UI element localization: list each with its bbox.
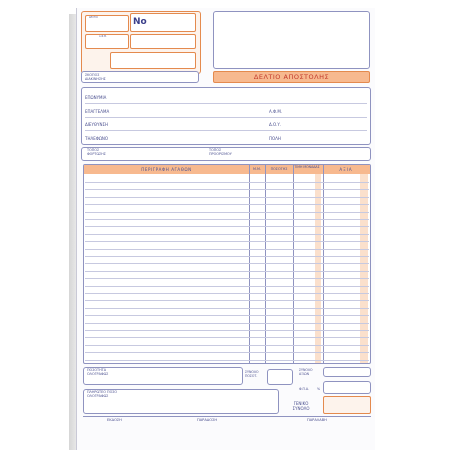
name-line <box>85 103 367 104</box>
tax-office-label: Δ.Ο.Υ. <box>269 122 282 127</box>
table-row <box>85 271 369 272</box>
issuer-vat-label: Α.Φ.Μ. <box>99 35 107 38</box>
signature-line <box>83 416 371 417</box>
table-row <box>85 256 369 257</box>
value-cents-strip <box>315 174 321 363</box>
total-qty-field[interactable] <box>267 369 293 385</box>
table-row <box>85 337 369 338</box>
loading-place-label: ΤΟΠΟΣ ΦΟΡΤΩΣΗΣ <box>87 148 106 156</box>
col-value-header: ΑΞΙΑ <box>339 167 353 172</box>
city-label: ΠΟΛΗ <box>269 136 281 141</box>
invoice-form-page <box>76 8 375 450</box>
total-value-field[interactable] <box>323 367 371 377</box>
table-row <box>85 286 369 287</box>
grand-total-field[interactable] <box>323 396 371 414</box>
total-qty-label: ΣΥΝΟΛΟ ΠΟΣΟΤ. <box>245 370 259 378</box>
table-row <box>85 330 369 331</box>
table-row <box>85 308 369 309</box>
value-cents-strip <box>360 174 368 363</box>
received-signature-label: ΠΑΡΑΛΑΒΗ <box>307 418 327 422</box>
table-row <box>85 182 369 183</box>
table-row <box>85 323 369 324</box>
phone-label: ΤΗΛΕΦΩΝΟ <box>85 136 109 141</box>
col-description-header: ΠΕΡΙΓΡΑΦΗ ΑΓΑΘΩΝ <box>141 167 192 172</box>
vat-percent-label: % <box>317 387 321 391</box>
doc-title: ΔΕΛΤΙΟ ΑΠΟΣΤΟΛΗΣ <box>253 73 330 81</box>
table-row <box>85 234 369 235</box>
amount-in-words-label: ΠΛΗΡΩΤΕΟ ΠΟΣΟ ΟΛΟΓΡΑΦΩΣ <box>87 390 118 398</box>
destination-label: ΤΟΠΟΣ ΠΡΟΟΡΙΣΜΟΥ <box>209 148 232 156</box>
delivered-signature-label: ΠΑΡΑΔΟΣΗ <box>197 418 218 422</box>
number-label: No <box>133 17 147 27</box>
vat-label: Α.Φ.Μ. <box>269 109 283 114</box>
col-qty-header: ΠΟΣΟΤΗΣ <box>270 167 288 171</box>
recipient-top-box <box>213 11 370 69</box>
issuer-info-field[interactable] <box>130 34 196 49</box>
table-row <box>85 300 369 301</box>
total-value-label: ΣΥΝΟΛΟ ΑΞΙΩΝ <box>299 368 313 376</box>
vat-amount-label: Φ.Π.Α. <box>299 387 310 391</box>
issuer-vat-field[interactable] <box>85 34 129 49</box>
table-row <box>85 345 369 346</box>
table-row <box>85 204 369 205</box>
table-row <box>85 278 369 279</box>
address-label: ΔΙΕΥΘΥΝΣΗ <box>85 122 109 127</box>
col-unit-header: Μ.Μ. <box>252 167 261 171</box>
col-unit-price-header: ΤΙΜΗ ΜΟΝΑΔΑΣ <box>294 165 320 169</box>
table-row <box>85 219 369 220</box>
table-row <box>85 197 369 198</box>
table-row <box>85 293 369 294</box>
issued-signature-label: ΕΚΔΟΣΗ <box>107 418 122 422</box>
purpose-label: ΣΚΟΠΟΣ ΔΙΑΚΙΝΗΣΗΣ <box>85 73 106 81</box>
date-label: ΔΕΛΤΙΟ <box>89 16 98 19</box>
table-row <box>85 212 369 213</box>
vat-amount-field[interactable] <box>323 381 371 394</box>
grand-total-label: ΓΕΝΙΚΟ ΣΥΝΟΛΟ <box>292 401 310 411</box>
table-row <box>85 263 369 264</box>
table-row <box>85 226 369 227</box>
customer-details-box <box>81 87 371 145</box>
issuer-extra-field[interactable] <box>110 52 196 69</box>
name-label: ΕΠΩΝΥΜΙΑ <box>85 95 107 100</box>
table-row <box>85 249 369 250</box>
qty-in-words-label: ΠΟΣΟΤΗΤΑ ΟΛΟΓΡΑΦΩΣ <box>87 368 109 376</box>
profession-line <box>85 117 367 118</box>
address-line <box>85 130 367 131</box>
table-row <box>85 189 369 190</box>
table-row <box>85 241 369 242</box>
profession-label: ΕΠΑΓΓΕΛΜΑ <box>85 109 110 114</box>
table-row <box>85 352 369 353</box>
table-row <box>85 360 369 361</box>
table-row <box>85 315 369 316</box>
